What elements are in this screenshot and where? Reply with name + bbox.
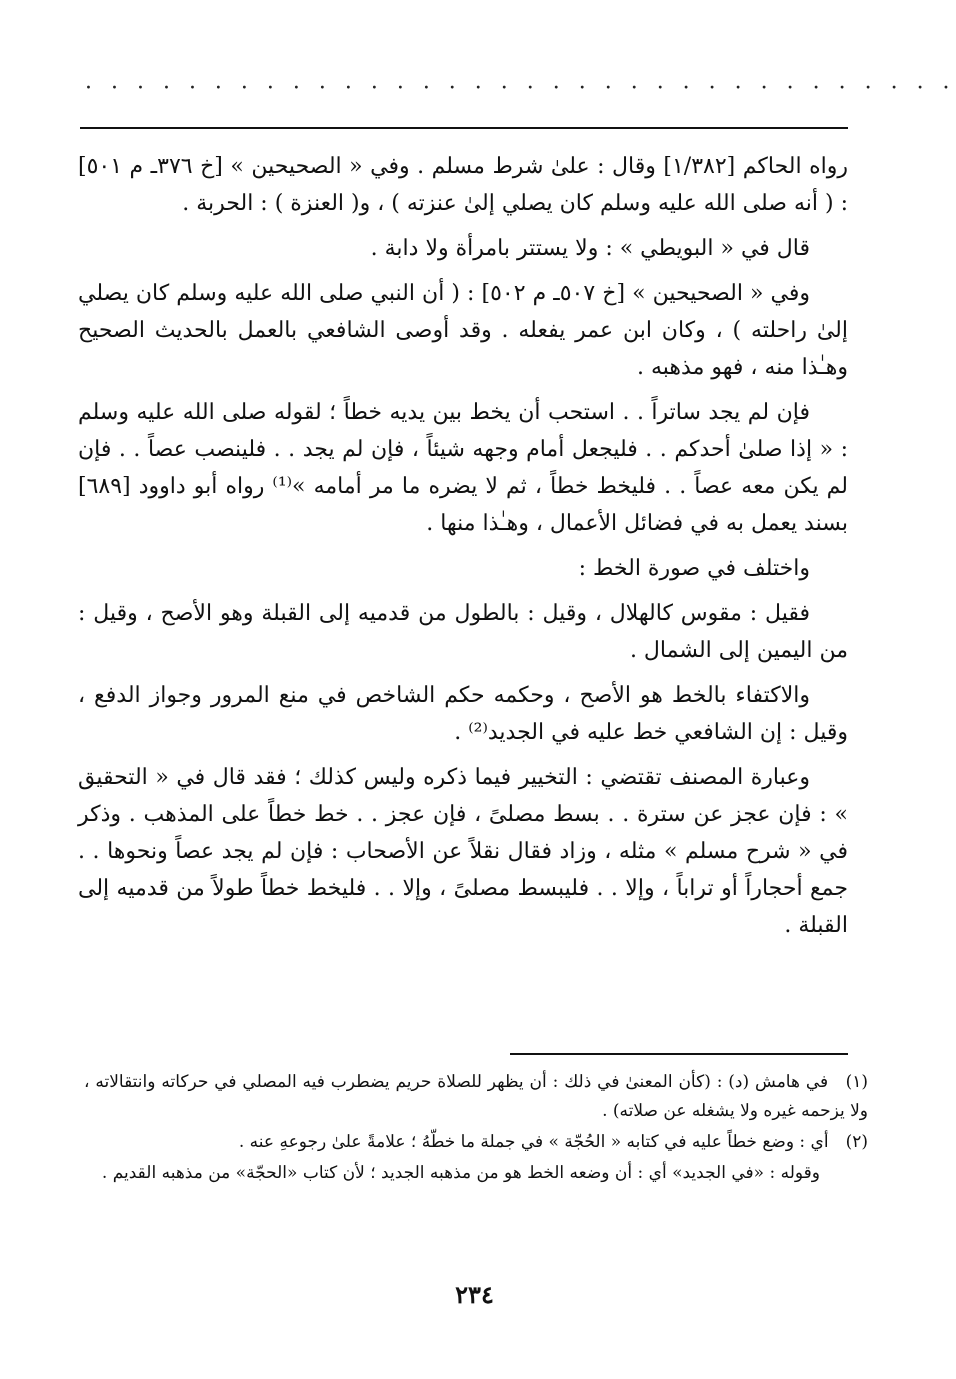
paragraph: فإن لم يجد ساتراً . . استحب أن يخط بين يديه خطاً ؛ لقوله صلى الله عليه وسلم : « إذا صلىٰ أحدكم . . فليجعل أمام وجهه شيئاً ، فإن لم يجد . . فلينصب عصاً . . فإن لم يكن معه عصاً . . فليخط خطاً ، ثم لا يضره ما مر أمامه »⁽¹⁾ رواه أبو داوود [٦٨٩] بسند يعمل به في فضائل الأعمال ، وهـٰذا منها . bbox=[78, 400, 849, 536]
paragraph: رواه الحاكم [١/٣٨٢] وقال : علىٰ شرط مسلم . وفي « الصحيحين » [خ ٣٧٦ـ م ٥٠١] : ( أنه صلى الله عليه وسلم كان يصلي إلىٰ عنزته ) ، و( العنزة ) : الحربة . bbox=[78, 154, 848, 216]
main-text bbox=[78, 148, 848, 952]
footnote-1 bbox=[84, 1068, 868, 1126]
paragraph: فقيل : مقوس كالهلال ، وقيل : بالطول من قدميه إلى القبلة وهو الأصح ، وقيل : من اليمين إلى الشمال . bbox=[78, 601, 848, 663]
footnote-rule bbox=[510, 1053, 848, 1055]
paragraph: واختلف في صورة الخط : bbox=[578, 556, 810, 581]
footnote-text: أي : وضع خطاً عليه في كتابه « الحُجّة » في جملة ما خطّهُ ؛ علامةً علىٰ رجوعهِ عنه . bbox=[238, 1132, 829, 1152]
footnote-text: في هامش (د) : (كأن المعنىٰ في ذلك : أن يظهر للصلاة حريم يضطرب فيه المصلي في حركاته وانتقالاته ، ولا يزحمه غيره ولا يشغله عن صلاته) . bbox=[84, 1072, 868, 1121]
paragraph: وفي « الصحيحين » [خ ٥٠٧ـ م ٥٠٢] : ( أن النبي صلى الله عليه وسلم كان يصلي إلىٰ راحلته ) ، وكان ابن عمر يفعله . وقد أوصى الشافعي بالعمل بالحديث الصحيح وهـٰذا منه ، فهو مذهبه . bbox=[78, 281, 848, 380]
footnote-number: (١) bbox=[845, 1072, 868, 1092]
paragraph: قال في « البويطي » : ولا يستتر بامرأة ولا دابة . bbox=[370, 236, 810, 261]
footnote-2-continuation: وقوله : «في الجديد» أي : أن وضعه الخط هو من مذهبه الجديد ؛ لأن كتاب «الحجّة» من مذهبه القديم . bbox=[101, 1163, 820, 1183]
paragraph: والاكتفاء بالخط هو الأصح ، وحكمه حكم الشاخص في منع المرور وجواز الدفع ، وقيل : إن الشافعي خط عليه في الجديد⁽²⁾ . bbox=[78, 683, 848, 745]
footnote-2 bbox=[84, 1128, 868, 1157]
page-number: ٢٣٤ bbox=[455, 1280, 494, 1309]
footnote-number: (٢) bbox=[845, 1132, 868, 1152]
header-dots: · · · · · · · · · · · · · · · · · · · · · · · · · · · · · · · · · · bbox=[85, 76, 956, 101]
footnotes bbox=[84, 1068, 868, 1188]
header-rule bbox=[80, 127, 848, 129]
paragraph: وعبارة المصنف تقتضي : التخيير فيما ذكره وليس كذلك ؛ فقد قال في « التحقيق » : فإن عجز عن سترة . . بسط مصلىً ، فإن عجز . . خط خطاً على المذهب . وذكر في « شرح مسلم » مثله ، وزاد فقال نقلاً عن الأصحاب : فإن لم يجد عصاً ونحوها . . جمع أحجاراً أو تراباً ، وإلا . . فليبسط مصلىً ، وإلا . . فليخط خطاً طولاً من قدميه إلى القبلة . bbox=[78, 765, 848, 938]
